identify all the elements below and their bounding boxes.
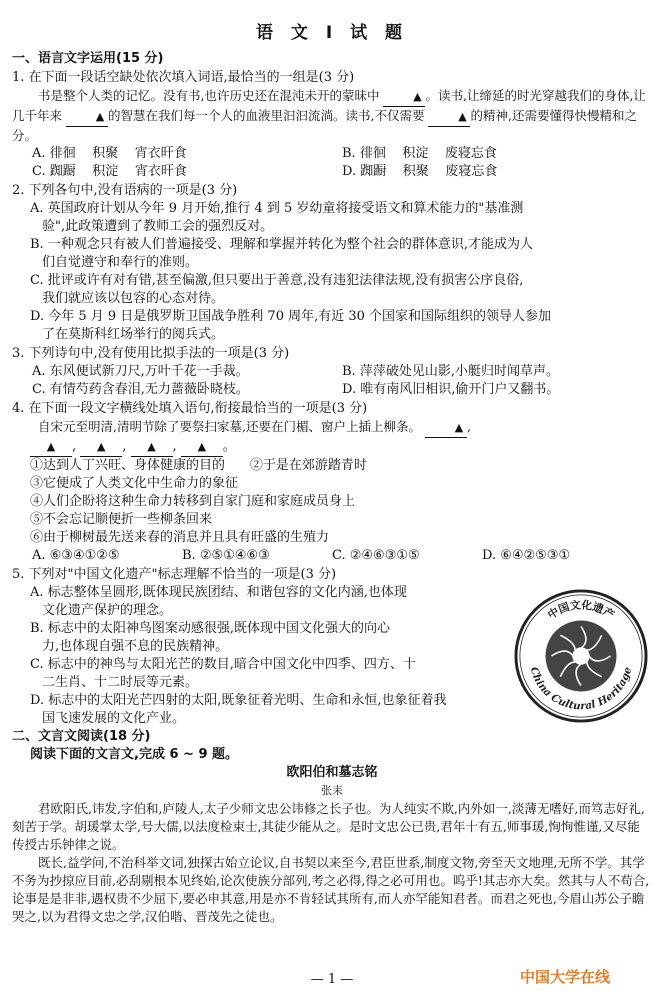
option-a-cont: 文化遗产保护的理念。: [42, 603, 173, 618]
question-3-options-ab: [12, 363, 652, 381]
option-b[interactable]: B. 萍萍破处见山影,小艇归时闻草声。: [342, 364, 559, 379]
option-label: D. 踟蹰: [342, 164, 387, 179]
question-5: [12, 566, 502, 728]
option-b-cont: 力,也体现自强不息的民族精神。: [42, 639, 229, 654]
passage-text: 书是整个人类的记忆。没有书,也许历史还在混沌未开的蒙昧中: [38, 88, 380, 103]
question-1-options-cd: [12, 163, 652, 181]
option-text: 积淀: [402, 146, 429, 161]
option-d[interactable]: D. 今年 5 月 9 日是俄罗斯卫国战争胜利 70 周年,有近 30 个国家和国际组织的领导人参加: [30, 309, 552, 324]
option-c[interactable]: C. 有情芍药含春泪,无力蔷薇卧晓枝。: [32, 382, 249, 397]
sentence-4: ④人们企盼将这种生命力转移到自家门庭和家庭成员身上: [30, 494, 356, 509]
sentence-3: ③它便成了人类文化中生命力的象征: [30, 476, 239, 491]
option-label: C. 踟蹰: [32, 164, 76, 179]
option-d[interactable]: D. ⑥④②⑤③①: [482, 548, 571, 563]
passage-text: 。读书,让缔延: [425, 88, 505, 103]
option-d-cont: 国飞速发展的文化产业。: [42, 711, 186, 726]
reading-paragraph-2: 既长,益学问,不治科举文词,独探古始立论议,自书契以来至今,君臣世系,制度文物,旁至天文地理,无所不学。其学不务为抄掠应目前,必刮剔根本见终始,论次使族分部列,考之必得,得之必可用也。呜乎!其志亦大矣。然其与人不苟合,论事是是非非,遇权贵不少屈下,要必申其意,用是亦不肯轻试其所有,而人亦罕能知君者。而君之死也,今眉山苏公子瞻哭之,以为君得文忠之学,汉伯喈、晋茂先之徒也。: [12, 855, 650, 924]
answer-blank[interactable]: ▲: [80, 438, 122, 457]
question-1-stem: 1. 在下面一段话空缺处依次填入词语,最恰当的一组是(3 分): [12, 70, 355, 85]
option-d-cont: 了在莫斯科红场举行的阅兵式。: [42, 327, 225, 342]
question-4-blanks: ▲ , ▲ , ▲ , ▲ 。: [12, 438, 652, 457]
option-a-cont: 验",此政策遭到了教师工会的强烈反对。: [42, 219, 274, 234]
question-3: [12, 345, 652, 399]
passage-text: 的智慧在我们每一个人的血液里汩汩流淌。读: [108, 108, 359, 123]
sentence-5: ⑤不会忘记顺便折一些柳条回来: [30, 512, 213, 527]
option-label: B. 徘徊: [342, 146, 386, 161]
option-c-cont: 二生肖、十二时辰等元素。: [42, 675, 199, 690]
reading-paragraph-1: 君欧阳氏,讳发,字伯和,庐陵人,太子少师文忠公讳修之长子也。为人纯实不欺,内外如一,淡薄无嗜好,而笃志好礼,刻苦于学。胡瑗掌太学,号大儒,以法度检束士,其徒少能从之。是时文忠公已贵,君年十有五,师事瑗,恂恂惟谨,又尽能传授古乐钟律之说。: [12, 801, 645, 852]
question-4-stem: 4. 在下面一段文字横线处填入语句,衔接最恰当的一项是(3 分): [12, 401, 368, 416]
question-1-passage: [12, 87, 652, 145]
answer-blank[interactable]: ▲: [181, 438, 223, 457]
sentence-2: ②于是在郊游踏青时: [249, 458, 367, 473]
question-4: [12, 400, 652, 565]
passage-text: 书,不仅需要: [358, 108, 425, 123]
section-heading-2: 二、文言文阅读(18 分): [12, 729, 151, 744]
option-label: A. 徘徊: [32, 146, 76, 161]
question-1-options-ab: [12, 145, 652, 163]
option-b-cont: 们自觉遵守和奉行的准则。: [42, 255, 199, 270]
option-c[interactable]: C. 批评或许有对有错,甚至偏激,但只要出于善意,没有违犯法律法规,没有损害公序良俗,: [30, 273, 524, 288]
section-heading-1: 一、语言文字运用(15 分): [12, 51, 164, 66]
logo-chinese-text: 中国文化遗产: [545, 598, 617, 622]
option-text: 废寝忘食: [445, 164, 498, 179]
option-text: 废寝忘食: [444, 146, 497, 161]
reading-instructions: 阅读下面的文言文,完成 6 ~ 9 题。: [30, 747, 239, 762]
option-c[interactable]: C. 标志中的神鸟与太阳光芒的数目,暗合中国文化中四季、四方、十: [30, 657, 416, 672]
question-2: [12, 182, 652, 344]
option-d[interactable]: D. 唯有南风旧相识,偷开门户又翻书。: [342, 382, 560, 397]
sentence-1: ①达到人丁兴旺、身体健康的目的: [30, 458, 226, 473]
option-c-cont: 我们就应该以包容的心态对待。: [42, 291, 225, 306]
passage-text: 自宋元至明清,清明节除了要祭扫家墓,还要在门楣、窗户上插上柳条。: [38, 419, 421, 434]
logo-english-text: China Cultural Heritage: [527, 665, 635, 713]
option-text: 积淀: [92, 164, 119, 179]
option-text: 宵衣旰食: [134, 164, 187, 179]
exam-content: [12, 50, 652, 926]
question-1: [12, 69, 652, 181]
question-3-stem: 3. 下列诗句中,没有使用比拟手法的一项是(3 分): [12, 346, 290, 361]
passage-text: 的精神,还需要懂得快慢精和之分。: [12, 108, 637, 143]
option-d[interactable]: [342, 163, 652, 181]
option-d[interactable]: D. 标志中的太阳光芒四射的太阳,既象征着光明、生命和永恒,也象征着我: [30, 693, 447, 708]
question-2-stem: 2. 下列各句中,没有语病的一项是(3 分): [12, 183, 238, 198]
option-a[interactable]: A. 标志整体呈圆形,既体现民族团结、和谐包容的文化内涵,也体现: [30, 585, 407, 600]
option-a[interactable]: A. 东风便试新刀尺,万叶千花一手裁。: [32, 364, 249, 379]
passage-text: 的时光穿越我们的身体,让几千年来: [12, 88, 646, 123]
option-a[interactable]: A. 英国政府计划从今年 9 月开始,推行 4 到 5 岁幼童将接受语文和算术能力的"基准测: [30, 201, 524, 216]
option-b[interactable]: B. 标志中的太阳神鸟图案动感很强,既体现中国文化强大的向心: [30, 621, 390, 636]
option-b[interactable]: B. ②⑤①④⑥③: [182, 548, 270, 563]
option-c[interactable]: [32, 163, 342, 181]
option-b[interactable]: B. 一种观念只有被人们普遍接受、理解和掌握并转化为整个社会的群体意识,才能成为人: [30, 237, 533, 252]
option-a[interactable]: A. ⑥③④①②⑤: [32, 548, 120, 563]
option-b[interactable]: [342, 145, 652, 163]
option-text: 积聚: [92, 146, 119, 161]
reading-author: 张耒: [321, 784, 343, 797]
option-text: 宵衣旰食: [134, 146, 187, 161]
answer-blank[interactable]: ▲: [30, 438, 72, 457]
sentence-row: [12, 457, 652, 475]
option-a[interactable]: [32, 145, 342, 163]
answer-blank[interactable]: ▲: [428, 108, 470, 127]
question-5-stem: 5. 下列对"中国文化遗产"标志理解不恰当的一项是(3 分): [12, 567, 337, 582]
question-4-options: [12, 547, 652, 565]
watermark: 中国大学在线: [520, 968, 611, 986]
exam-title: 语 文 Ⅰ 试 题: [256, 23, 408, 43]
reading-heading: 欧阳伯和墓志铭: [286, 765, 378, 780]
option-c[interactable]: C. ②④⑥③①⑤: [332, 548, 420, 563]
china-cultural-heritage-logo: [512, 587, 650, 725]
sentence-6: ⑥由于柳树最先送来春的消息并且具有旺盛的生殖力: [30, 530, 330, 545]
question-3-options-cd: [12, 381, 652, 399]
answer-blank[interactable]: ▲: [425, 419, 467, 438]
question-4-passage: 自宋元至明清,清明节除了要祭扫家墓,还要在门楣、窗户上插上柳条。 ▲ ,: [12, 418, 652, 438]
page-number: — 1 —: [310, 972, 354, 987]
answer-blank[interactable]: ▲: [383, 88, 425, 107]
answer-blank[interactable]: ▲: [66, 108, 108, 127]
option-text: 积聚: [402, 164, 429, 179]
answer-blank[interactable]: ▲: [131, 438, 173, 457]
